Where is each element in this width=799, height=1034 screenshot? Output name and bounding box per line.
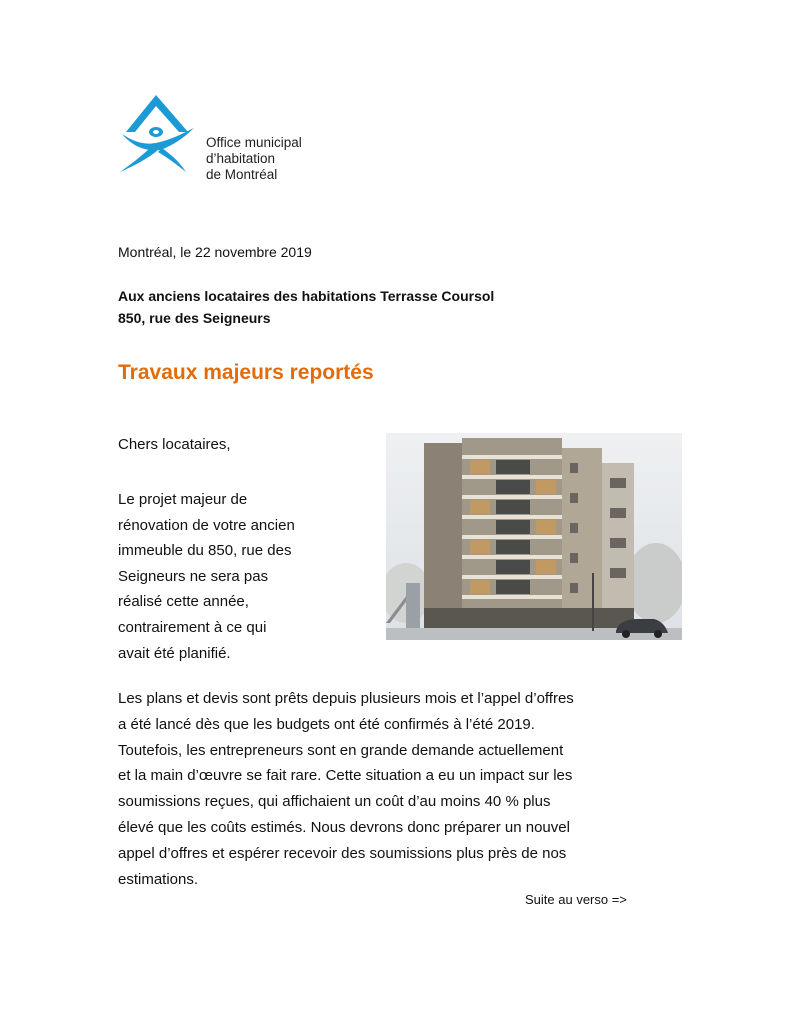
letter-date: Montréal, le 22 novembre 2019 xyxy=(118,244,312,260)
intro-line: avait été planifié. xyxy=(118,644,231,662)
recipient-line: Aux anciens locataires des habitations Terrasse Coursol xyxy=(118,288,495,304)
body-line: élevé que les coûts estimés. Nous devrons donc préparer un nouvel xyxy=(118,818,570,836)
recipient-block xyxy=(118,285,494,329)
logo-text-line: Office municipal xyxy=(206,135,302,150)
body-line: soumissions reçues, qui affichaient un coût d’au moins 40 % plus xyxy=(118,793,551,811)
body-line: a été lancé dès que les budgets ont été confirmés à l’été 2019. xyxy=(118,715,535,733)
body-line: Les plans et devis sont prêts depuis plusieurs mois et l’appel d’offres xyxy=(118,690,574,707)
logo-text-line: de Montréal xyxy=(206,167,278,182)
recipient-address: 850, rue des Seigneurs xyxy=(118,310,271,326)
letter-title: Travaux majeurs reportés xyxy=(118,361,374,384)
intro-line: Seigneurs ne sera pas xyxy=(118,567,269,585)
continued-on-back-note: Suite au verso => xyxy=(525,892,627,907)
intro-paragraph xyxy=(118,487,348,666)
intro-line: immeuble du 850, rue des xyxy=(118,542,292,560)
omhm-logo-icon xyxy=(116,92,206,182)
intro-line: contrairement à ce qui xyxy=(118,618,267,636)
body-line: et la main d’œuvre se fait rare. Cette situation a eu un impact sur les xyxy=(118,767,573,785)
building-photo xyxy=(386,433,682,640)
body-line: appel d’offres et espérer recevoir des soumissions plus près de nos xyxy=(118,844,567,862)
body-line: estimations. xyxy=(118,870,199,888)
omhm-logo xyxy=(116,92,316,182)
logo-text-line: d’habitation xyxy=(206,151,276,166)
intro-line: Le projet majeur de xyxy=(118,491,248,508)
intro-line: réalisé cette année, xyxy=(118,593,249,611)
body-line: Toutefois, les entrepreneurs sont en grande demande actuellement xyxy=(118,741,564,759)
body-paragraph xyxy=(118,686,638,892)
greeting: Chers locataires, xyxy=(118,436,231,453)
intro-line: rénovation de votre ancien xyxy=(118,516,295,534)
